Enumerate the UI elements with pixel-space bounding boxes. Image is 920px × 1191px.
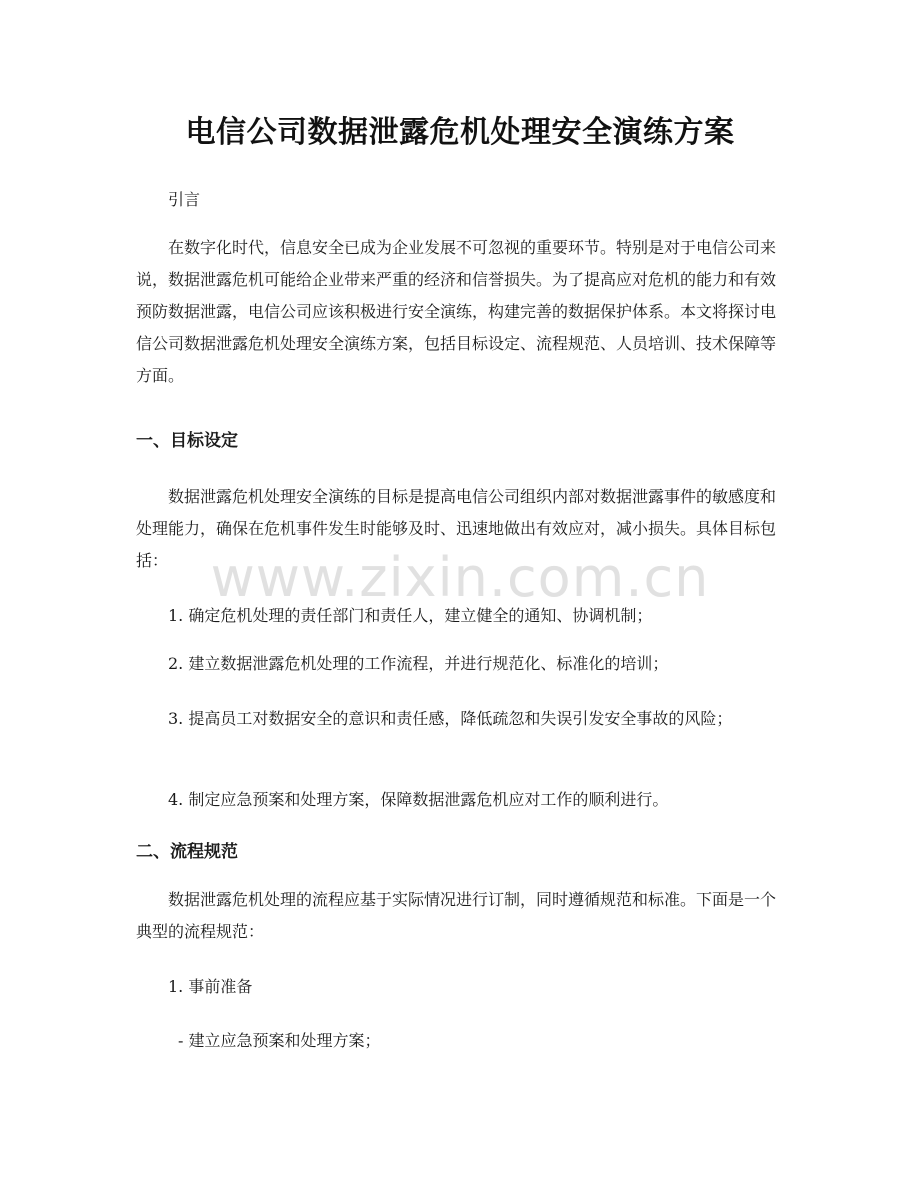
section-2-heading: 二、流程规范 bbox=[136, 842, 238, 862]
intro-paragraph: 在数字化时代，信息安全已成为企业发展不可忽视的重要环节。特别是对于电信公司来说，数据泄露危机可能给企业带来严重的经济和信誉损失。为了提高应对危机的能力和有效预防数据泄露，电信公司应该积极进行安全演练，构建完善的数据保护体系。本文将探讨电信公司数据泄露危机处理安全演练方案，包括目标设定、流程规范、人员培训、技术保障等方面。 bbox=[136, 238, 777, 385]
section-1-item-2: 2. 建立数据泄露危机处理的工作流程，并进行规范化、标准化的培训； bbox=[168, 654, 669, 673]
section-1-item-1: 1. 确定危机处理的责任部门和责任人，建立健全的通知、协调机制； bbox=[168, 606, 653, 625]
section-2-step-1-sub-1: - 建立应急预案和处理方案； bbox=[178, 1031, 381, 1050]
section-2-paragraph: 数据泄露危机处理的流程应基于实际情况进行订制，同时遵循规范和标准。下面是一个典型的流程规范： bbox=[136, 890, 777, 941]
section-2-step-1: 1. 事前准备 bbox=[168, 977, 253, 996]
document-title: 电信公司数据泄露危机处理安全演练方案 bbox=[185, 115, 735, 150]
section-1-item-3: 3. 提高员工对数据安全的意识和责任感，降低疏忽和失误引发安全事故的风险； bbox=[168, 709, 733, 728]
section-1-item-4: 4. 制定应急预案和处理方案，保障数据泄露危机应对工作的顺利进行。 bbox=[168, 790, 669, 809]
section-1-paragraph: 数据泄露危机处理安全演练的目标是提高电信公司组织内部对数据泄露事件的敏感度和处理能力，确保在危机事件发生时能够及时、迅速地做出有效应对，减小损失。具体目标包括： bbox=[136, 487, 777, 570]
watermark: www.zixin.com.cn bbox=[210, 546, 710, 609]
section-1-heading: 一、目标设定 bbox=[136, 431, 238, 451]
intro-heading: 引言 bbox=[168, 190, 201, 209]
